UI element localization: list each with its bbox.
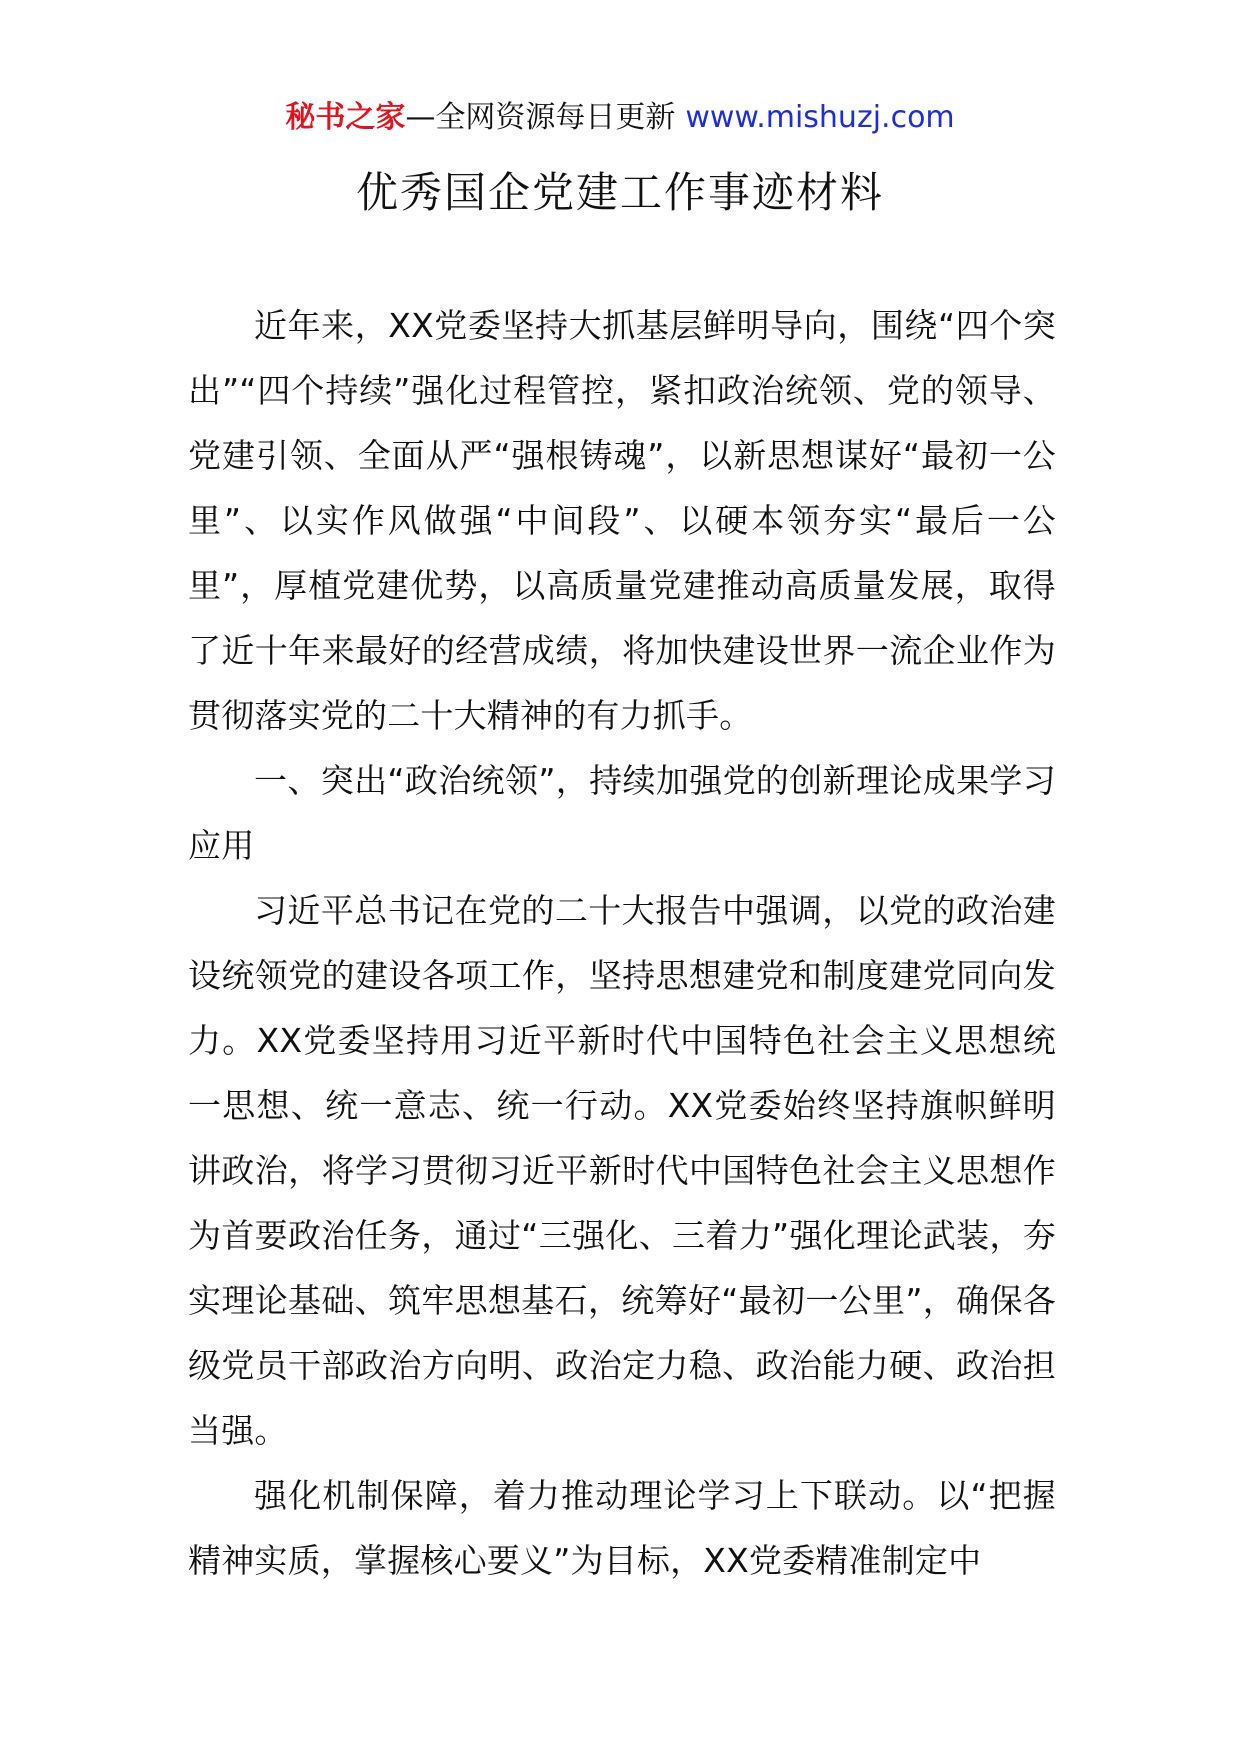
document-title: 优秀国企党建工作事迹材料 — [355, 168, 884, 217]
paragraph-intro: 近年来，XX党委坚持大抓基层鲜明导向，围绕“四个突出”“四个持续”强化过程管控，紧扣政治统领、党的领导、党建引领、全面从严“强根铸魂”，以新思想谋好“最初一公里”、以实作风做强“中间段”、以硬本领夯实“最后一公里”，厚植党建优势，以高质量党建推动高质量发展，取得了近十年来最好的经营成绩，将加快建设世界一流企业作为贯彻落实党的二十大精神的有力抓手。 — [188, 306, 1056, 735]
brand-name: 秘书之家 — [285, 100, 406, 135]
banner-slogan: —全网资源每日更新 — [405, 100, 676, 135]
document-body — [188, 293, 1056, 1593]
paragraph-mechanism: 强化机制保障，着力推动理论学习上下联动。以“把握精神实质，掌握核心要义”为目标，XX党委精准制定中 — [188, 1476, 1056, 1580]
source-banner — [0, 98, 1240, 138]
section-heading-1: 一、突出“政治统领”，持续加强党的创新理论成果学习应用 — [188, 761, 1056, 865]
website-link[interactable]: www.mishuzj.com — [685, 100, 955, 135]
paragraph-section-1: 习近平总书记在党的二十大报告中强调，以党的政治建设统领党的建设各项工作，坚持思想建党和制度建党同向发力。XX党委坚持用习近平新时代中国特色社会主义思想统一思想、统一意志、统一行动。XX党委始终坚持旗帜鲜明讲政治，将学习贯彻习近平新时代中国特色社会主义思想作为首要政治任务，通过“三强化、三着力”强化理论武装，夯实理论基础、筑牢思想基石，统筹好“最初一公里”，确保各级党员干部政治方向明、政治定力稳、政治能力硬、政治担当强。 — [188, 891, 1056, 1450]
